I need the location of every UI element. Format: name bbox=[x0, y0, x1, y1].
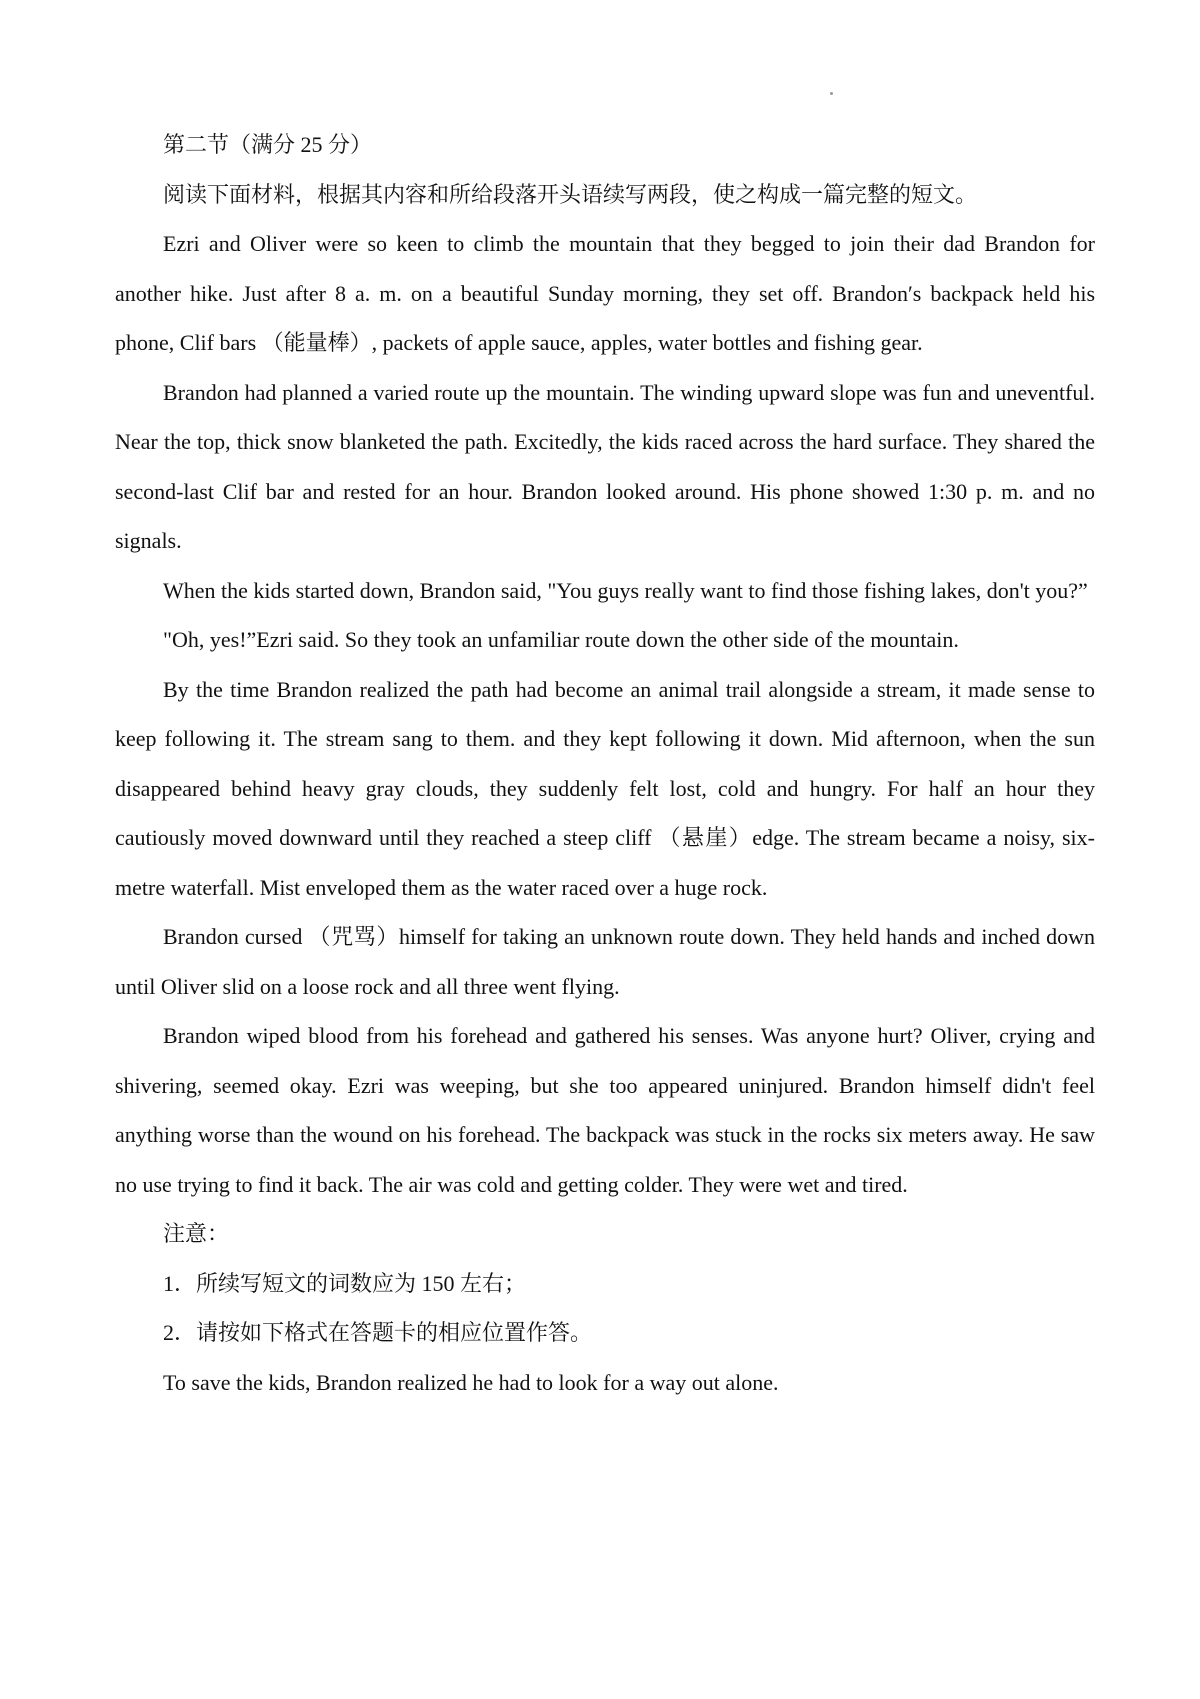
passage-paragraph-3: When the kids started down, Brandon said, "You guys really want to find those fishing lakes, don't you?” bbox=[163, 577, 1088, 603]
continuation-opening-sentence: To save the kids, Brandon realized he had to look for a way out alone. bbox=[163, 1369, 779, 1395]
passage-paragraph-4: "Oh, yes!”Ezri said. So they took an unfamiliar route down the other side of the mountain. bbox=[163, 627, 959, 652]
notes-item-1: 1．所续写短文的词数应为 150 左右； bbox=[163, 1270, 527, 1296]
notes-heading: 注意： bbox=[163, 1221, 230, 1246]
passage-paragraph-6: Brandon cursed （咒骂）himself for taking an unknown route down. They held hands and inched down until Oliver slid on a loose rock and all three went flying. bbox=[115, 924, 1095, 999]
section-title: 第二节（满分 25 分） bbox=[163, 132, 373, 157]
passage-paragraph-7: Brandon wiped blood from his forehead and gathered his senses. Was anyone hurt? Oliver, crying and shivering, seemed okay. Ezri was weeping, but she too appeared uninjured. Brandon himself didn't feel anything worse than the wound on his forehead. The backpack was stuck in the rocks six meters away. He saw no use trying to find it back. The air was cold and getting colder. They were wet and tired. bbox=[115, 1023, 1095, 1197]
notes-item-2: 2．请按如下格式在答题卡的相应位置作答。 bbox=[163, 1320, 593, 1345]
scan-dot bbox=[830, 92, 833, 95]
passage-paragraph-1: Ezri and Oliver were so keen to climb the mountain that they begged to join their dad Brandon for another hike. Just after 8 a. m. on a beautiful Sunday morning, they set off. Brandon′s backpack held his phone, Clif bars （能量棒）, packets of apple sauce, apples, water bottles and fishing gear. bbox=[115, 231, 1095, 355]
passage-paragraph-5: By the time Brandon realized the path had become an animal trail alongside a stream, it made sense to keep following it. The stream sang to them. and they kept following it down. Mid afternoon, when the sun disappeared behind heavy gray clouds, they suddenly felt lost, cold and hungry. For half an hour they cautiously moved downward until they reached a steep cliff （悬崖）edge. The stream became a noisy, six-metre waterfall. Mist enveloped them as the water raced over a huge rock. bbox=[115, 676, 1095, 900]
document-body bbox=[115, 120, 1095, 1407]
section-instruction: 阅读下面材料，根据其内容和所给段落开头语续写两段，使之构成一篇完整的短文。 bbox=[163, 181, 978, 207]
passage-paragraph-2: Brandon had planned a varied route up the mountain. The winding upward slope was fun and uneventful. Near the top, thick snow blanketed the path. Excitedly, the kids raced across the hard surface. They shared the second-last Clif bar and rested for an hour. Brandon looked around. His phone showed 1:30 p. m. and no signals. bbox=[115, 379, 1095, 553]
